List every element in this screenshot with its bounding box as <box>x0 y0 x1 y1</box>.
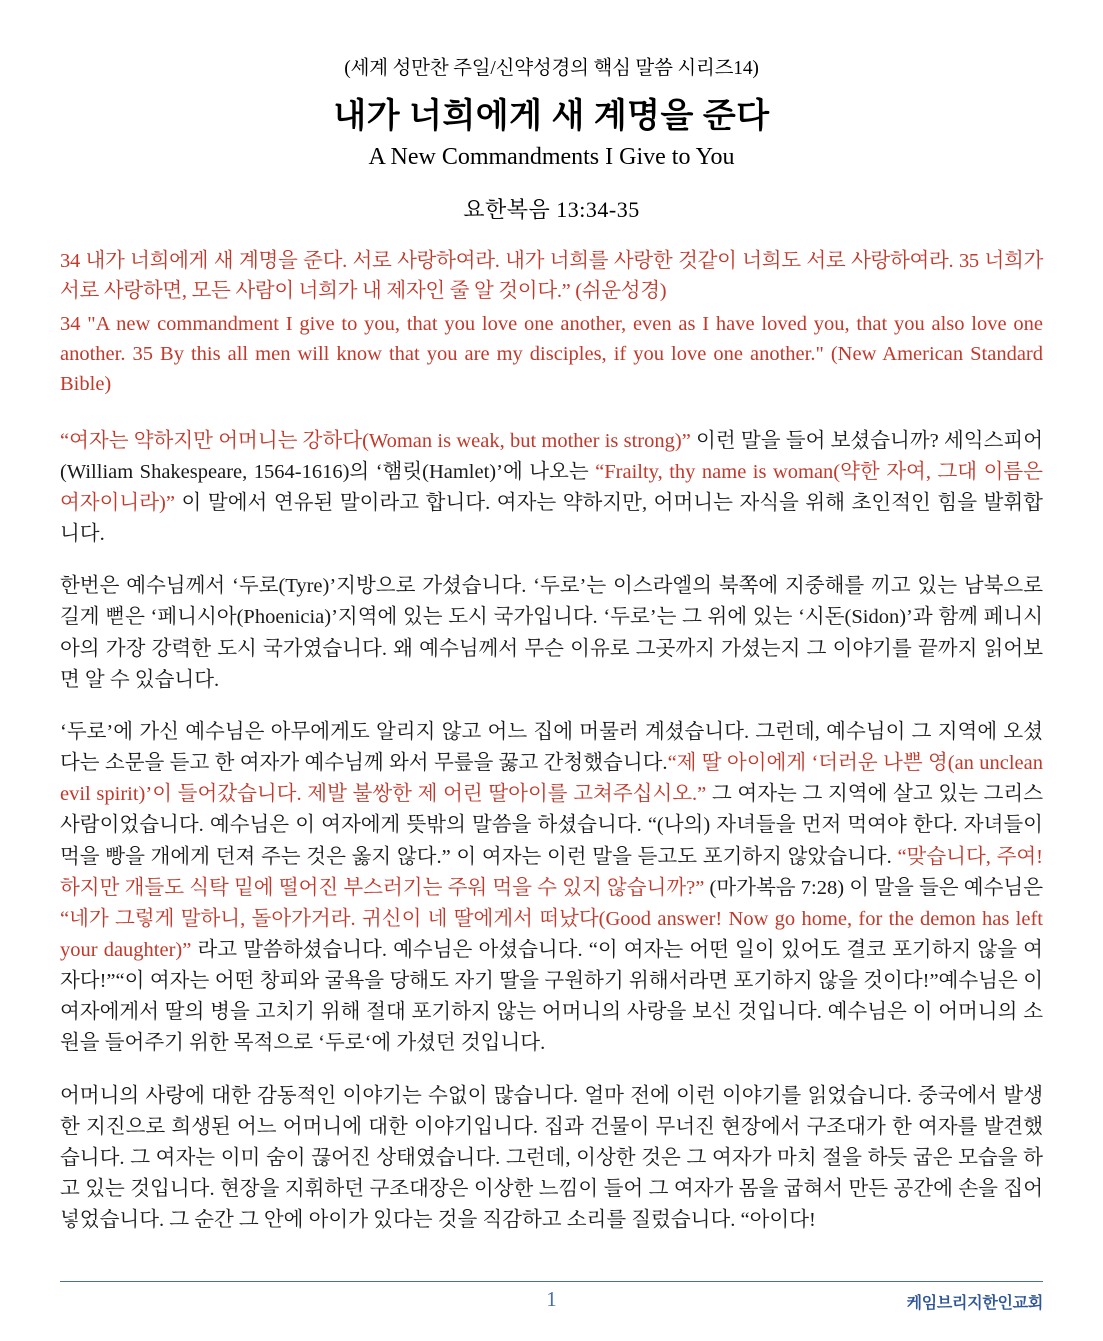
page-title-korean: 내가 너희에게 새 계명을 준다 <box>333 98 770 135</box>
body-text-run: (마가복음 7:28) 이 말을 들은 예수님은 <box>704 876 1043 899</box>
body-text-run: 이런 말을 들어 보셨습니까? 세익스피어 (William Shakespeare, 1564-1616)의 ‘햄릿(Hamlet)’에 나오는 <box>60 429 1043 483</box>
sermon-body <box>60 426 1043 1237</box>
page-title-english: A New Commandments I Give to You <box>368 144 735 170</box>
church-name: 케임브리지한인교회 <box>906 1295 1043 1312</box>
body-text-run: 그 여자는 그 지역에 살고 있는 그리스 사람이었습니다. 예수님은 이 여자에게 뜻밖의 말씀을 하셨습니다. “(나의) 자녀들을 먼저 먹여야 한다. 자녀들이 먹을 빵을 개에게 던져 주는 것은 옳지 않다.” 이 여자는 이런 말을 듣고도 포기하지 않았습니다. <box>60 783 1044 868</box>
highlighted-text: “제 딸 아이에게 ‘더러운 나쁜 영(an unclean evil spirit)’이 들어갔습니다. 제발 불쌍한 제 어린 딸아이를 고쳐주십시오.” <box>60 752 1044 806</box>
page-footer <box>60 1281 1043 1325</box>
scripture-english: 34 "A new commandment I give to you, that you love one another, even as I have loved you, that you also love one another. 35 By this all men will know that you are my disciples, if you love one another." (New American Standard Bible) <box>60 312 1043 396</box>
body-paragraph <box>60 426 1043 551</box>
body-paragraph <box>60 717 1043 1060</box>
highlighted-text: “맞습니다, 주여! 하지만 개들도 식탁 밑에 떨어진 부스러기는 주워 먹을 수 있지 않습니까?” <box>60 845 1043 899</box>
scripture-korean: 34 내가 너희에게 새 계명을 준다. 서로 사랑하여라. 내가 너희를 사랑한 것같이 너희도 서로 사랑하여라. 35 너희가 서로 사랑하면, 모든 사람이 너희가 내 제자인 줄 알 것이다.” (쉬운성경) <box>60 250 1043 303</box>
body-paragraph <box>60 1081 1043 1237</box>
body-text-run: 어머니의 사랑에 대한 감동적인 이야기는 수없이 많습니다. 얼마 전에 이런 이야기를 읽었습니다. 중국에서 발생한 지진으로 희생된 어느 어머니에 대한 이야기입니다. 집과 건물이 무너진 현장에서 구조대가 한 여자를 발견했습니다. 그 여자는 이미 숨이 끊어진 상태였습니다. 그런데, 이상한 것은 그 여자가 마치 절을 하듯 굽은 모습을 하고 있는 것입니다. 현장을 지휘하던 구조대장은 이상한 느낌이 들어 그 여자가 몸을 굽혀서 만든 공간에 손을 집어넣었습니다. 그 순간 그 안에 아이가 있다는 것을 직감하고 소리를 질렀습니다. “아이다! <box>60 1084 1043 1232</box>
highlighted-text: “Frailty, thy name is woman(약한 자여, 그대 이름은 여자이니라)” <box>60 460 1043 514</box>
body-text-run: ‘두로’에 가신 예수님은 아무에게도 알리지 않고 어느 집에 머물러 계셨습니다. 그런데, 예수님이 그 지역에 오셨다는 소문을 듣고 한 여자가 예수님께 와서 무릎을 꿇고 간청했습니다. <box>60 720 1043 775</box>
scripture-block <box>60 246 1043 400</box>
body-text-run: 이 말에서 연유된 말이라고 합니다. 여자는 약하지만, 어머니는 자식을 위해 초인적인 힘을 발휘합니다. <box>60 491 1043 546</box>
body-paragraph <box>60 571 1043 696</box>
scripture-reference: 요한복음 13:34-35 <box>463 197 640 222</box>
body-text-run: 라고 말씀하셨습니다. 예수님은 아셨습니다. “이 여자는 어떤 일이 있어도 결코 포기하지 않을 여자다!”“이 여자는 어떤 창피와 굴욕을 당해도 자기 딸을 구원하기 위해서라면 포기하지 않을 것이다!”예수님은 이 여자에게서 딸의 병을 고치기 위해 절대 포기하지 않는 어머니의 사랑을 보신 것입니다. 예수님은 이 어머니의 소원을 들어주기 위한 목적으로 ‘두로‘에 가셨던 것입니다. <box>60 938 1043 1055</box>
highlighted-text: “네가 그렇게 말하니, 돌아가거라. 귀신이 네 딸에게서 떠났다(Good answer! Now go home, for the demon has left your daughter)” <box>60 907 1043 961</box>
footer-divider <box>60 1281 1043 1282</box>
body-text-run: 한번은 예수님께서 ‘두로(Tyre)’지방으로 가셨습니다. ‘두로’는 이스라엘의 북쪽에 지중해를 끼고 있는 남북으로 길게 뻗은 ‘페니시아(Phoenicia)’지역에 있는 도시 국가입니다. ‘두로’는 그 위에 있는 ‘시돈(Sidon)’과 함께 페니시아의 가장 강력한 도시 국가였습니다. 왜 예수님께서 무슨 이유로 그곳까지 가셨는지 그 이야기를 끝까지 읽어보면 알 수 있습니다. <box>60 575 1043 691</box>
page-number: 1 <box>546 1287 557 1311</box>
series-subtitle: (세계 성만찬 주일/신약성경의 핵심 말씀 시리즈14) <box>344 58 759 79</box>
highlighted-text: “여자는 약하지만 어머니는 강하다(Woman is weak, but mother is strong)” <box>60 429 691 452</box>
